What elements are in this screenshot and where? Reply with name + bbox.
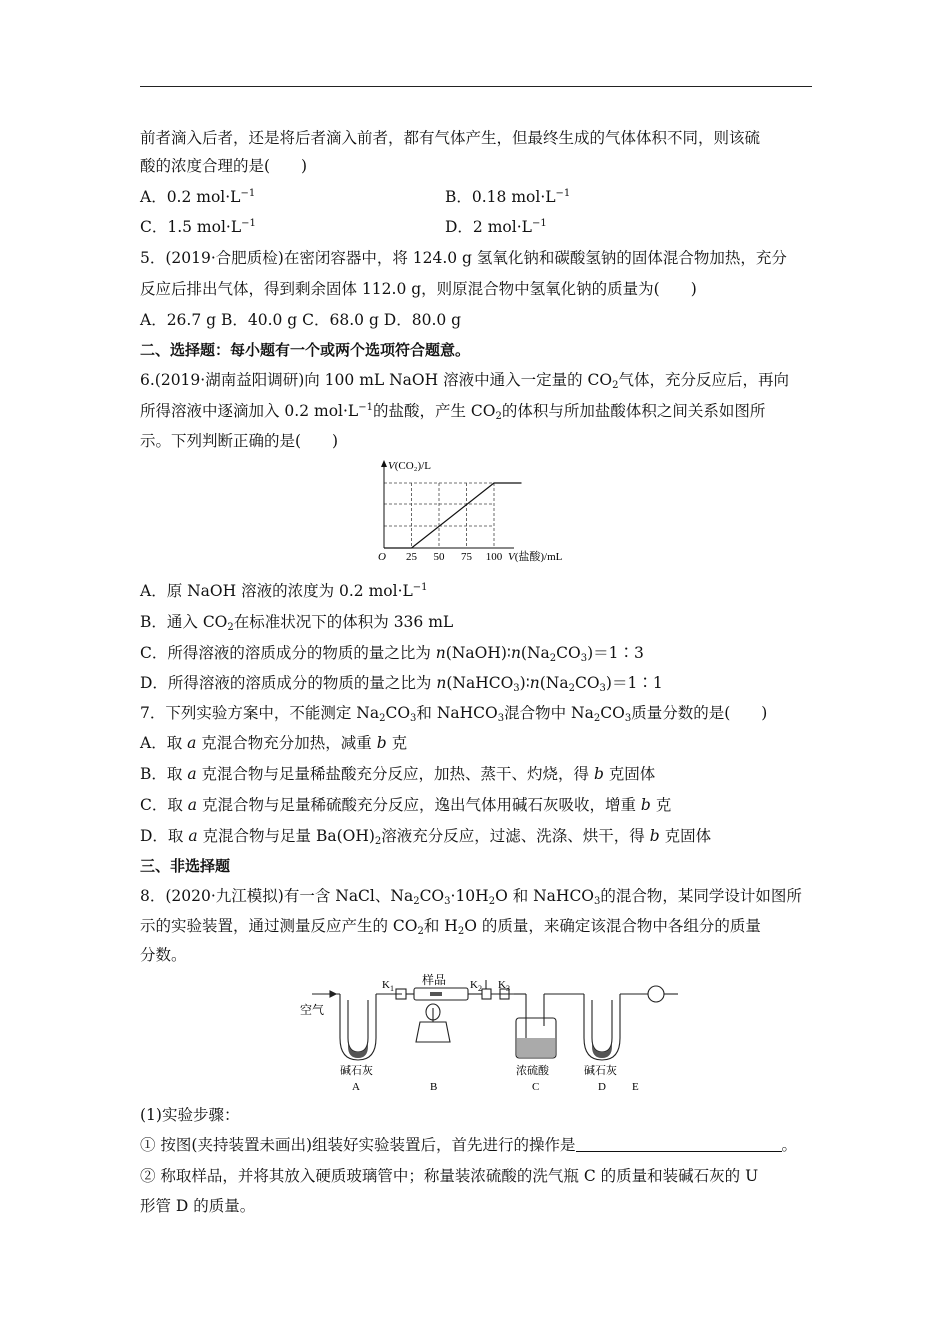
section-2-heading: 二、选择题：每小题有一个或两个选项符合题意。 xyxy=(140,341,471,359)
q4-option-d: D．2 $mol\cdot L^{-1}$ xyxy=(445,218,547,236)
conc-sulfuric-label: 浓硫酸 xyxy=(516,1065,549,1077)
x-axis-label: V(盐酸)/mL xyxy=(508,551,563,563)
answer-blank[interactable] xyxy=(576,1137,782,1152)
q6-option-d: D．所得溶液的溶质成分的物质的量之比为 $n(NaHCO_3)∶n(Na_2CO_3)=1∶1$ xyxy=(140,674,663,694)
q7-text-line1: 7．下列实验方案中，不能测定 $Na_2CO_3$和 NaHCO$_3$混合物中 $Na_2CO_3$质量分数的是( ) xyxy=(140,704,768,724)
q8-step-2-line1: ② 称取样品，并将其放入硬质玻璃管中；称量装浓硫酸的洗气瓶 C 的质量和装碱石灰的 U xyxy=(140,1167,759,1185)
label-e: E xyxy=(632,1081,639,1093)
origin-label: O xyxy=(378,551,386,563)
x-tick-label: 25 xyxy=(406,551,417,563)
k3-label: $K_3$ xyxy=(498,979,510,993)
y-axis-arrow xyxy=(381,460,387,467)
q7-option-d: D．取 a 克混合物与足量 $Ba(OH)_2$溶液充分反应，过滤、洗涤、烘干，得 b 克固体 xyxy=(140,827,712,847)
soda-lime-a-label: 碱石灰 xyxy=(340,1065,373,1077)
sample-label: 样品 xyxy=(422,973,447,987)
y-axis-label: V(CO₂)/L xyxy=(388,460,431,472)
q7-option-b: B．取 a 克混合物与足量稀盐酸充分反应，加热、蒸干、灼烧，得 b 克固体 xyxy=(140,765,656,783)
q8-text-line3: 分数。 xyxy=(140,946,187,964)
q4-text-line1: 前者滴入后者，还是将后者滴入前者，都有气体产生，但最终生成的气体体积不同，则该硫 xyxy=(140,129,761,147)
label-c: C xyxy=(532,1081,540,1093)
q4-text-line2: 酸的浓度合理的是( ) xyxy=(140,157,308,175)
alcohol-lamp-b xyxy=(416,1022,450,1042)
q8-text-line1: 8．(2020·九江模拟)有一含 NaCl、$Na_2CO_3\cdot 10H_2O$ 和 NaHCO$_3$的混合物，某同学设计如图所 xyxy=(140,887,802,907)
label-b: B xyxy=(430,1081,438,1093)
section-3-heading: 三、非选择题 xyxy=(140,857,231,875)
q7-option-c: C．取 a 克混合物与足量稀硫酸充分反应，逸出气体用碱石灰吸收，增重 b 克 xyxy=(140,796,672,814)
q4-option-a: A．0.2 $mol\cdot L^{-1}$ xyxy=(140,188,256,206)
q6-option-a: A．原 NaOH 溶液的浓度为 0.2 $mol\cdot L^{-1}$ xyxy=(140,582,428,600)
x-tick-label: 100 xyxy=(485,551,503,563)
q7-option-a: A．取 a 克混合物充分加热，减重 b 克 xyxy=(140,734,408,752)
label-d: D xyxy=(598,1081,606,1093)
soda-lime-d-label: 碱石灰 xyxy=(584,1065,617,1077)
q6-text-line1: 6.(2019·湖南益阳调研)向 100 mL NaOH 溶液中通入一定量的 $CO_2$气体，充分反应后，再向 xyxy=(140,371,789,391)
header-rule xyxy=(140,86,812,87)
chart-grid xyxy=(384,483,494,548)
q4-option-b: B．0.18 $mol\cdot L^{-1}$ xyxy=(445,188,571,206)
q8-steps-heading: (1)实验步骤： xyxy=(140,1106,240,1124)
co2-series-line xyxy=(384,483,522,548)
experiment-apparatus-diagram xyxy=(296,970,696,1096)
drying-tube-e xyxy=(648,986,664,1002)
k1-label: $K_1$ xyxy=(382,979,394,993)
x-tick-label: 75 xyxy=(461,551,472,563)
q6-option-c: C．所得溶液的溶质成分的物质的量之比为 $n(NaOH)∶n(Na_2CO_3)=1∶3$ xyxy=(140,644,644,664)
u-tube-d xyxy=(584,994,620,1060)
air-label: 空气 xyxy=(300,1003,325,1017)
q8-step-1: ① 按图(夹持装置未画出)组装好实验装置后，首先进行的操作是 。 xyxy=(140,1136,798,1154)
q5-text-line1: 5．(2019·合肥质检)在密闭容器中，将 124.0 g 氢氧化钠和碳酸氢钠的固体混合物加热，充分 xyxy=(140,249,787,267)
k2-label: $K_2$ xyxy=(470,979,482,993)
q6-text-line2: 所得溶液中逐滴加入 0.2 $mol\cdot L^{-1}$的盐酸，产生 $CO_2$的体积与所加盐酸体积之间关系如图所 xyxy=(140,402,766,422)
q5-text-line2: 反应后排出气体，得到剩余固体 112.0 g，则原混合物中氢氧化钠的质量为( ) xyxy=(140,280,697,298)
q6-text-line3: 示。下列判断正确的是( ) xyxy=(140,432,339,450)
x-tick-label: 50 xyxy=(433,551,445,563)
u-tube-a xyxy=(340,994,376,1060)
q6-option-b: B．通入 $CO_2$在标准状况下的体积为 336 mL xyxy=(140,613,454,633)
q8-text-line2: 示的实验装置，通过测量反应产生的 $CO_2$和 $H_2O$ 的质量，来确定该混合物中各组分的质量 xyxy=(140,917,761,937)
label-a: A xyxy=(352,1081,360,1093)
co2-volume-chart xyxy=(370,456,590,568)
q5-options: A．26.7 g B．40.0 g C．68.0 g D．80.0 g xyxy=(140,311,462,329)
k2-valve xyxy=(482,989,491,999)
q8-step-2-line2: 形管 D 的质量。 xyxy=(140,1197,256,1215)
q4-option-c: C．1.5 $mol\cdot L^{-1}$ xyxy=(140,218,256,236)
